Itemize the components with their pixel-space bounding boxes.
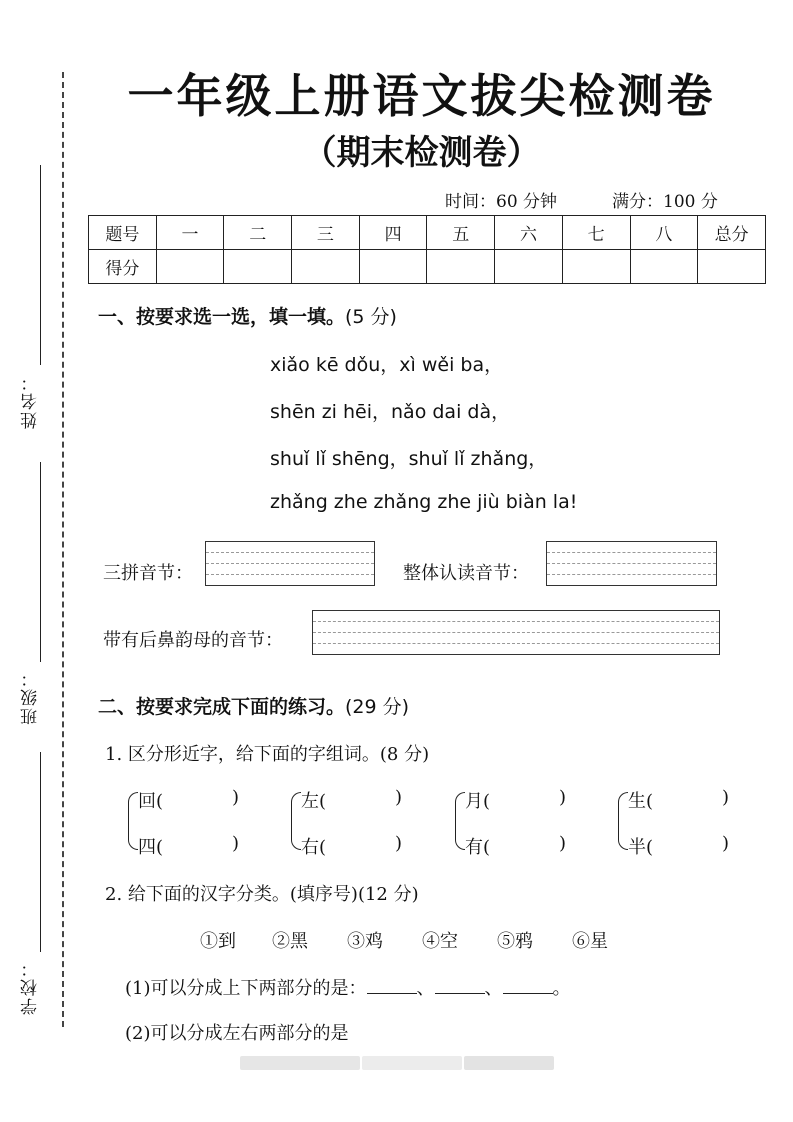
- score-cell[interactable]: [156, 250, 224, 284]
- pair-brace: [455, 792, 465, 850]
- nasal-final-label: 带有后鼻韵母的音节：: [103, 630, 283, 651]
- close-paren: ): [722, 833, 730, 854]
- time-limit: 时间：60 分钟: [445, 192, 558, 212]
- score-header-cell: 四: [359, 216, 427, 250]
- score-header-cell: 三: [292, 216, 360, 250]
- score-cell[interactable]: [427, 250, 495, 284]
- section-2-title: [98, 692, 409, 719]
- watermark-blur: [362, 1056, 462, 1070]
- answer-blank[interactable]: [367, 978, 417, 994]
- pair-brace: [291, 792, 301, 850]
- pair-item-bottom: [465, 833, 490, 859]
- writing-guide-line: [547, 552, 716, 553]
- close-paren: ): [559, 787, 567, 808]
- writing-guide-line: [313, 632, 719, 633]
- page-title: 一年级上册语文拔尖检测卷: [127, 69, 716, 123]
- char-option: ⑥星: [572, 931, 608, 952]
- pair-char: 半(: [628, 837, 654, 858]
- pinyin-line: shuǐ lǐ shēng，shuǐ lǐ zhǎng，: [270, 448, 548, 470]
- section-1-title-text: 一、按要求选一选，填一填。: [98, 306, 346, 328]
- score-cell[interactable]: [698, 250, 766, 284]
- three-spell-label: 三拼音节：: [103, 563, 193, 584]
- separator: 、: [484, 978, 503, 999]
- pair-item-bottom: [628, 833, 653, 859]
- pair-item-top: [628, 787, 653, 813]
- score-header-cell: 一: [156, 216, 224, 250]
- question-2: 2. 给下面的汉字分类。(填序号)(12 分): [105, 884, 419, 905]
- question-2-1: [125, 974, 571, 1000]
- close-paren: ): [395, 833, 403, 854]
- score-header-cell: 八: [630, 216, 698, 250]
- pair-char: 生(: [628, 791, 654, 812]
- writing-guide-line: [547, 574, 716, 575]
- pair-item-bottom: [138, 833, 163, 859]
- score-cell[interactable]: [630, 250, 698, 284]
- answer-blank[interactable]: [503, 978, 553, 994]
- section-1-title: [98, 302, 397, 329]
- pair-brace: [618, 792, 628, 850]
- close-paren: ): [559, 833, 567, 854]
- score-header-cell: 总分: [698, 216, 766, 250]
- separator: 、: [416, 978, 435, 999]
- score-header-cell: 题号: [89, 216, 157, 250]
- whole-syllable-label: 整体认读音节：: [403, 563, 529, 584]
- section-2-title-text: 二、按要求完成下面的练习。: [98, 696, 346, 718]
- writing-guide-line: [313, 621, 719, 622]
- score-header-cell: 六: [495, 216, 563, 250]
- class-underline: [40, 462, 41, 662]
- pair-char: 左(: [301, 791, 327, 812]
- section-2-points: (29 分): [345, 696, 410, 718]
- school-underline: [40, 752, 41, 952]
- pair-char: 四(: [138, 837, 164, 858]
- writing-guide-line: [206, 552, 374, 553]
- school-label: 学校：: [21, 958, 41, 1015]
- score-header-cell: 五: [427, 216, 495, 250]
- section-1-points: (5 分): [345, 306, 397, 328]
- char-option: ②黑: [272, 931, 308, 952]
- pinyin-line: xiǎo kē dǒu，xì wěi ba，: [270, 354, 504, 376]
- question-2-2: (2)可以分成左右两部分的是: [125, 1023, 349, 1044]
- close-paren: ): [232, 833, 240, 854]
- pair-item-bottom: [301, 833, 326, 859]
- score-header-cell: 二: [224, 216, 292, 250]
- answer-blank[interactable]: [435, 978, 485, 994]
- writing-guide-line: [206, 574, 374, 575]
- writing-guide-line: [313, 643, 719, 644]
- pair-char: 回(: [138, 791, 164, 812]
- watermark-blur: [240, 1056, 360, 1070]
- binding-dashed-line: [62, 72, 64, 1027]
- score-table-score-row: [89, 250, 766, 284]
- question-1: 1. 区分形近字，给下面的字组词。(8 分): [105, 744, 430, 765]
- close-paren: ): [395, 787, 403, 808]
- score-cell[interactable]: [562, 250, 630, 284]
- pair-char: 有(: [465, 837, 491, 858]
- class-label: 班级：: [21, 668, 41, 725]
- close-paren: ): [722, 787, 730, 808]
- score-header-cell: 七: [562, 216, 630, 250]
- pair-item-top: [465, 787, 490, 813]
- pinyin-line: shēn zi hēi，nǎo dai dà，: [270, 401, 511, 423]
- end-mark: 。: [552, 978, 571, 999]
- page-subtitle: （期末检测卷）: [302, 133, 541, 173]
- watermark-blur: [464, 1056, 554, 1070]
- score-cell[interactable]: [224, 250, 292, 284]
- whole-syllable-answer-box[interactable]: [546, 541, 717, 586]
- char-option: ③鸡: [347, 931, 383, 952]
- name-underline: [40, 165, 41, 365]
- writing-guide-line: [206, 563, 374, 564]
- full-score: 满分：100 分: [612, 192, 718, 212]
- pair-char: 右(: [301, 837, 327, 858]
- score-cell[interactable]: [495, 250, 563, 284]
- pair-brace: [128, 792, 138, 850]
- pair-char: 月(: [465, 791, 491, 812]
- writing-guide-line: [547, 563, 716, 564]
- close-paren: ): [232, 787, 240, 808]
- name-label: 姓名：: [21, 372, 41, 429]
- nasal-final-answer-box[interactable]: [312, 610, 720, 655]
- pair-item-top: [301, 787, 326, 813]
- score-row-label: 得分: [89, 250, 157, 284]
- char-option: ①到: [200, 931, 236, 952]
- score-cell[interactable]: [359, 250, 427, 284]
- pair-item-top: [138, 787, 163, 813]
- char-option: ⑤鸦: [497, 931, 533, 952]
- score-cell[interactable]: [292, 250, 360, 284]
- score-table-header-row: [89, 216, 766, 250]
- three-spell-answer-box[interactable]: [205, 541, 375, 586]
- char-option: ④空: [422, 931, 458, 952]
- question-2-1-text: (1)可以分成上下两部分的是：: [125, 978, 367, 999]
- pinyin-line: zhǎng zhe zhǎng zhe jiù biàn la!: [270, 491, 578, 513]
- score-table: [88, 215, 766, 284]
